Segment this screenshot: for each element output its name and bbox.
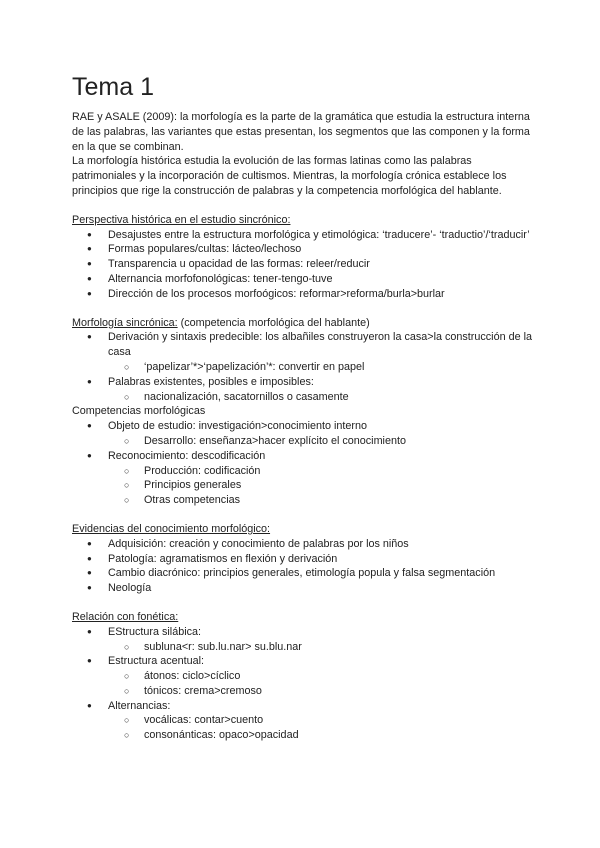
sub-list-item: ○ nacionalización, sacatornillos o casamente <box>108 390 532 405</box>
section-heading: Morfología sincrónica: <box>72 316 178 329</box>
list-item: ● Desajustes entre la estructura morfológica y etimológica: ‘traducere’- ‘traductio’/‘traducir’ <box>72 228 532 243</box>
page-title: Tema 1 <box>72 73 154 101</box>
list-item: ● Cambio diacrónico: principios generales, etimología popula y falsa segmentación <box>72 566 532 581</box>
sub-list-item: ○ Otras competencias <box>108 493 532 508</box>
section-evidencias <box>72 522 532 596</box>
sub-list-item: ○ consonánticas: opaco>opacidad <box>108 728 532 743</box>
section-heading: Perspectiva histórica en el estudio sincrónico: <box>72 213 291 226</box>
section-heading-note: (competencia morfológica del hablante) <box>177 316 370 329</box>
bullet-list <box>72 228 532 302</box>
list-item: ● Alternancia morfofonológicas: tener-tengo-tuve <box>72 272 532 287</box>
list-item: ● Palabras existentes, posibles e imposibles: ○ nacionalización, sacatornillos o casamente <box>72 375 532 405</box>
sub-list-item: ○ subluna<r: sub.lu.nar> su.blu.nar <box>108 640 532 655</box>
sub-list <box>108 464 532 508</box>
list-item: ● Patología: agramatismos en flexión y derivación <box>72 552 532 567</box>
sub-list <box>108 713 532 743</box>
sub-list-item: ○ ‘papelizar’*>‘papelización’*: convertir en papel <box>108 360 532 375</box>
intro-paragraph-1: RAE y ASALE (2009): la morfología es la parte de la gramática que estudia la estructura interna de las palabras, las variantes que estas presentan, los segmentos que las componen y la forma en la que se combinan. <box>72 111 530 153</box>
section-relacion-fonetica <box>72 610 532 743</box>
list-item: ● Adquisición: creación y conocimiento de palabras por los niños <box>72 537 532 552</box>
section-heading: Relación con fonética: <box>72 610 179 623</box>
list-item: ● Reconocimiento: descodificación ○ Producción: codificación ○ Principios generales ○ Otras competencias <box>72 449 532 508</box>
sub-list-item: ○ tónicos: crema>cremoso <box>108 684 532 699</box>
list-item: ● Transparencia u opacidad de las formas: releer/reducir <box>72 257 532 272</box>
section-morfologia-sincronica <box>72 316 532 508</box>
list-item: ● Objeto de estudio: investigación>conocimiento interno ○ Desarrollo: enseñanza>hacer explícito el conocimiento <box>72 419 532 449</box>
section-heading: Evidencias del conocimiento morfológico: <box>72 522 271 535</box>
document-page <box>72 72 532 743</box>
section-perspectiva-historica <box>72 213 532 302</box>
bullet-list <box>72 537 532 596</box>
bullet-list <box>72 330 532 404</box>
sub-list <box>108 390 532 405</box>
sub-list <box>108 669 532 699</box>
sub-list <box>108 640 532 655</box>
bullet-list <box>72 625 532 743</box>
list-item: ● Derivación y sintaxis predecible: los albañiles construyeron la casa>la construcción de la casa ○ ‘papelizar’*>‘papelización’*: convertir en papel <box>72 330 532 374</box>
intro-paragraph-2: La morfología histórica estudia la evolución de las formas latinas como las palabras patrimoniales y la incorporación de cultismos. Mientras, la morfología crónica establece los principios que rige la construcción de palabras y la competencia morfológica del hablante. <box>72 155 507 197</box>
sub-list-item: ○ átonos: ciclo>cíclico <box>108 669 532 684</box>
list-item: ● Formas populares/cultas: lácteo/lechoso <box>72 242 532 257</box>
list-item: ● Alternancias: ○ vocálicas: contar>cuento ○ consonánticas: opaco>opacidad <box>72 699 532 743</box>
list-item: ● Dirección de los procesos morfoógicos: reformar>reforma/burla>burlar <box>72 287 532 302</box>
sub-list-item: ○ Principios generales <box>108 478 532 493</box>
list-item: ● EStructura silábica: ○ subluna<r: sub.lu.nar> su.blu.nar <box>72 625 532 655</box>
list-item: ● Estructura acentual: ○ átonos: ciclo>cíclico ○ tónicos: crema>cremoso <box>72 654 532 698</box>
sub-list <box>108 434 532 449</box>
bullet-list <box>72 419 532 508</box>
sub-list-item: ○ Desarrollo: enseñanza>hacer explícito el conocimiento <box>108 434 532 449</box>
competencias-heading: Competencias morfológicas <box>72 405 206 418</box>
sub-list <box>108 360 532 375</box>
sub-list-item: ○ Producción: codificación <box>108 464 532 479</box>
list-item: ● Neología <box>72 581 532 596</box>
sub-list-item: ○ vocálicas: contar>cuento <box>108 713 532 728</box>
